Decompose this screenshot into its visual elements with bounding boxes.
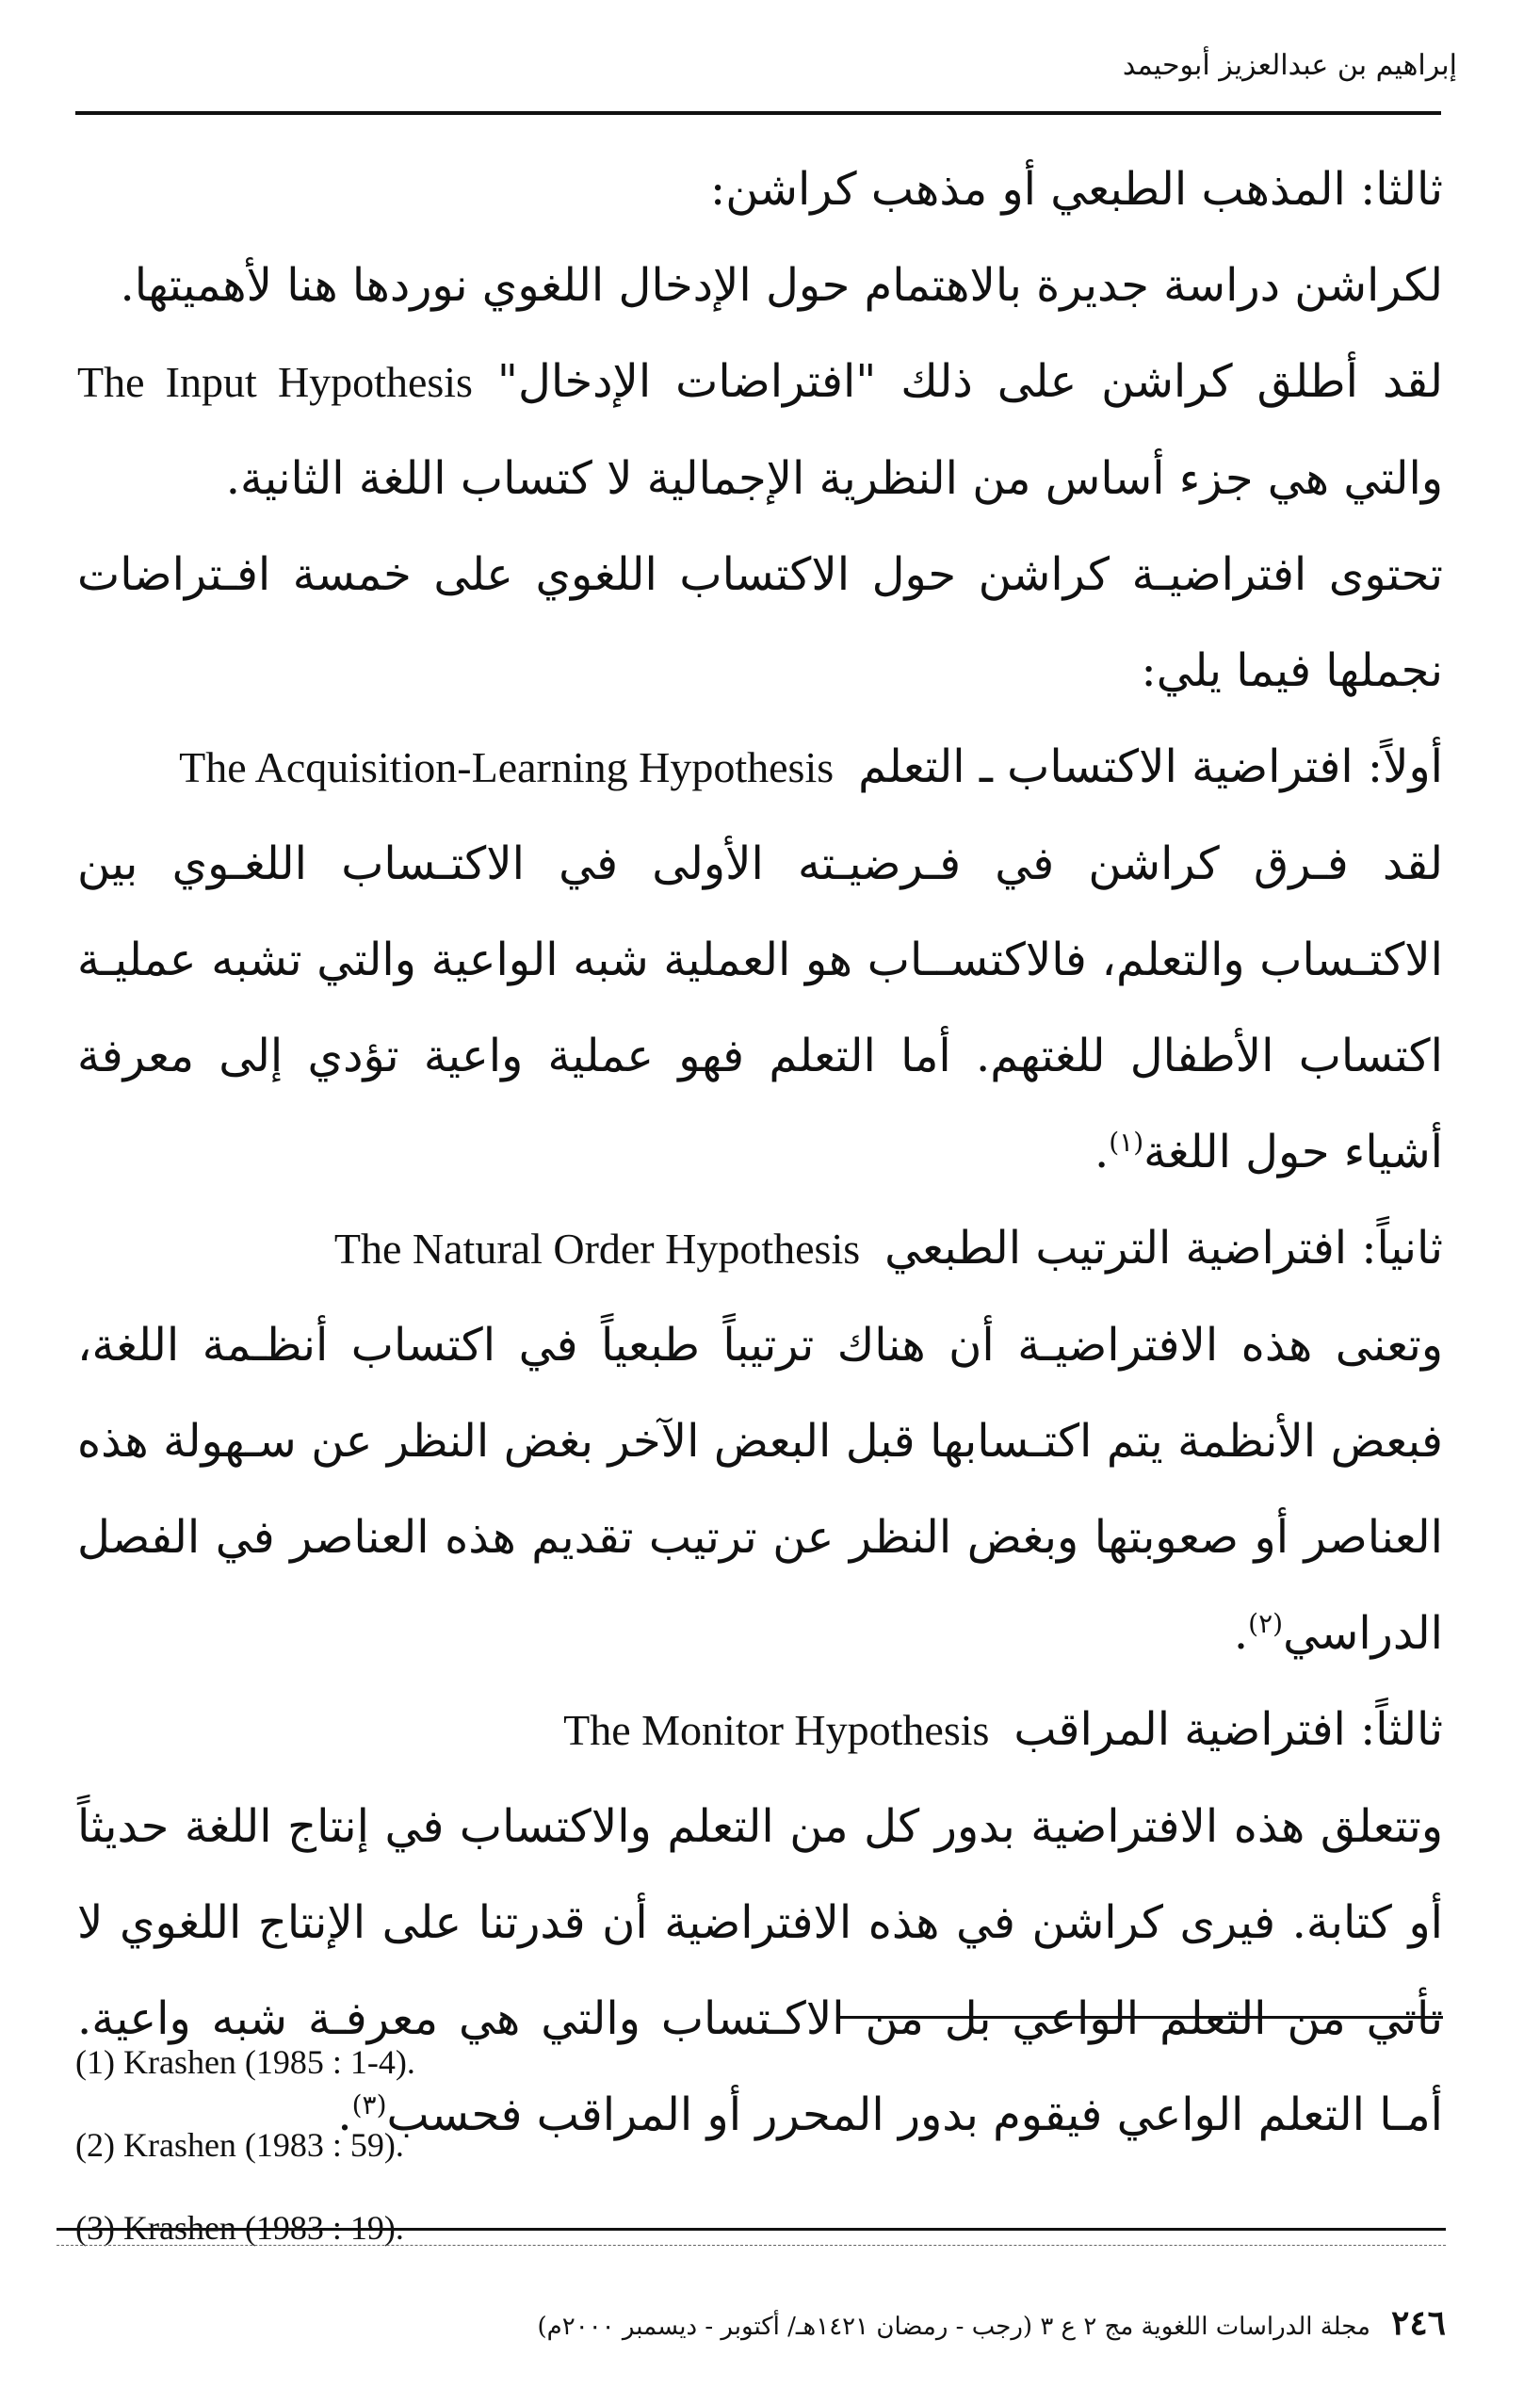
hypothesis-heading-2 <box>77 1200 1443 1297</box>
hypothesis-3-arabic: ثالثاً: افتراضية المراقب <box>1013 1703 1443 1756</box>
hypothesis-3-paragraph: وتتعلق هذه الافتراضية بدور كل من التعلم والاكتساب في إنتاج اللغة حديثاً أو كتابة. فيرى كراشن في هذه الافتراضية أن قدرتنا على الإنتاج اللغوي لا تأتي من التعلم الواعي بل من الاكـتساب والتي هي معرفـة شبه واعية. أمـا التعلم الواعي فيقوم بدور المحرر أو المراقب فحسب$^{(٣)}$. <box>77 1800 1443 2141</box>
footnote-1: (1) Krashen (1985 : 1-4). <box>75 2043 415 2081</box>
hypothesis-2-latin: The Natural Order Hypothesis <box>333 1225 861 1273</box>
hypothesis-heading-1 <box>77 719 1443 816</box>
page-number: ٢٤٦ <box>1390 2303 1446 2343</box>
hypothesis-1-arabic: أولاً: افتراضية الاكتساب ـ التعلم <box>858 740 1443 793</box>
intro-p2-before: لقد أطلق كراشن على ذلك "افتراضات الإدخال" <box>496 355 1443 408</box>
footnote-ref-2: (٢) <box>1248 1608 1284 1639</box>
intro-paragraph-2 <box>77 333 1443 527</box>
hypothesis-3-text: وتتعلق هذه الافتراضية بدور كل من التعلم والاكتساب في إنتاج اللغة حديثاً أو كتابة. فيرى كراشن في هذه الافتراضية أن قدرتنا على الإنتاج اللغوي لا تأتي من التعلم الواعي بل من الاكـتساب والتي هي معرفـة شبه واعية. أمـا التعلم الواعي فيقوم بدور المحرر أو المراقب فحسب <box>77 1800 1443 2141</box>
footnote-rule <box>840 2016 1443 2019</box>
running-header: إبراهيم بن عبدالعزيز أبوحيمد <box>1122 49 1457 82</box>
running-footer <box>538 2303 1446 2343</box>
hypothesis-1-paragraph: لقد فـرق كراشن في فـرضيـته الأولى في الاكتـساب اللغـوي بين الاكتـساب والتعلم، فالاكتســاب هو العملية شبه الواعية والتي تشبه عمليـة اكتساب الأطفال للغتهم. أما التعلم فهو عملية واعية تؤدي إلى معرفة أشياء حول اللغة$^{(١)}$. <box>77 837 1443 1178</box>
header-rule <box>75 111 1441 115</box>
hypothesis-3-latin: The Monitor Hypothesis <box>563 1706 990 1754</box>
footnote-ref-1: (١) <box>1109 1127 1144 1158</box>
hypothesis-1-latin: The Acquisition-Learning Hypothesis <box>179 743 835 791</box>
footer-rule-secondary <box>57 2245 1446 2246</box>
hypothesis-2-text: وتعنى هذه الافتراضيـة أن هناك ترتيباً طبعياً في اكتساب أنظـمة اللغة، فبعض الأنظمة يتم اكتـسابها قبل البعض الآخر بغض النظر عن سـهولة هذه العناصر أو صعوبتها وبغض النظر عن ترتيب تقديم هذه العناصر في الفصل الدراسي <box>77 1319 1443 1660</box>
hypothesis-1-text: لقد فـرق كراشن في فـرضيـته الأولى في الاكتـساب اللغـوي بين الاكتـساب والتعلم، فالاكتســاب هو العملية شبه الواعية والتي تشبه عمليـة اكتساب الأطفال للغتهم. أما التعلم فهو عملية واعية تؤدي إلى معرفة أشياء حول اللغة <box>77 837 1443 1178</box>
intro-p2-latin: The Input Hypothesis <box>77 358 473 406</box>
footer-rule <box>57 2228 1446 2231</box>
intro-paragraph-1: لكراشن دراسة جديرة بالاهتمام حول الإدخال اللغوي نوردها هنا لأهميتها. <box>120 259 1443 312</box>
footnote-3: (3) Krashen (1983 : 19). <box>75 2209 404 2247</box>
footnotes <box>75 2021 415 2269</box>
journal-citation: مجلة الدراسات اللغوية مج ٢ ع ٣ (رجب - رمضان ١٤٢١هـ/ أكتوبر - ديسمبر ٢٠٠٠م) <box>537 2313 1370 2341</box>
hypothesis-2-paragraph: وتعنى هذه الافتراضيـة أن هناك ترتيباً طبعياً في اكتساب أنظـمة اللغة، فبعض الأنظمة يتم اكتـسابها قبل البعض الآخر بغض النظر عن سـهولة هذه العناصر أو صعوبتها وبغض النظر عن ترتيب تقديم هذه العناصر في الفصل الدراسي$^{(٢)}$. <box>77 1319 1443 1660</box>
hypothesis-2-arabic: ثانياً: افتراضية الترتيب الطبعي <box>884 1222 1443 1275</box>
body-text <box>77 141 1443 2163</box>
footnote-2: (2) Krashen (1983 : 59). <box>75 2126 404 2164</box>
intro-paragraph-3: تحتوى افتراضيـة كراشن حول الاكتساب اللغوي على خمسة افـتراضات نجملها فيما يلي: <box>77 548 1443 697</box>
footnote-ref-3: (٣) <box>351 2089 387 2120</box>
section-title: ثالثا: المذهب الطبعي أو مذهب كراشن: <box>710 163 1443 216</box>
hypothesis-heading-3 <box>77 1681 1443 1779</box>
intro-p2-after: والتي هي جزء أساس من النظرية الإجمالية لا كتساب اللغة الثانية. <box>225 452 1443 505</box>
